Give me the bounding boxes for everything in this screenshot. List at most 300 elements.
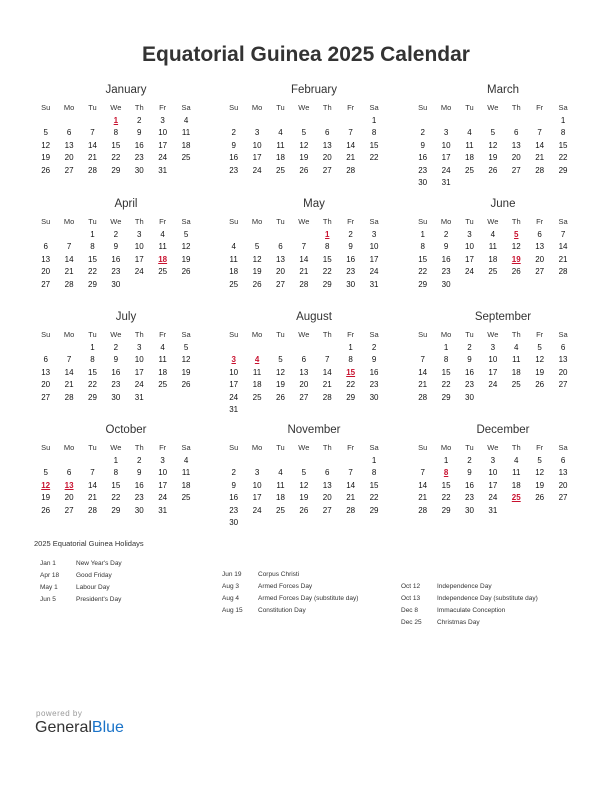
day-cell: 8	[371, 468, 377, 478]
day-cell: 9	[467, 468, 472, 478]
week-row	[411, 379, 599, 391]
weekday-label: Tu	[465, 103, 474, 112]
week-row	[411, 177, 599, 189]
week-row	[411, 492, 599, 504]
day-cell: 23	[134, 153, 144, 163]
holiday-name: Good Friday	[76, 572, 112, 579]
day-cell: 8	[113, 468, 119, 478]
day-cell: 15	[558, 140, 568, 150]
day-cell: 27	[64, 165, 74, 175]
week-row	[411, 455, 599, 467]
day-cell: 25	[488, 267, 498, 277]
holiday-item	[401, 593, 538, 605]
day-cell: 6	[43, 242, 48, 252]
weekday-label: Su	[418, 443, 428, 452]
day-cell: 22	[88, 380, 97, 390]
day-cell: 29	[111, 505, 121, 515]
empty-cell	[245, 115, 268, 127]
empty-cell	[222, 229, 245, 241]
empty-cell	[316, 342, 339, 354]
day-cell: 25	[181, 493, 191, 503]
weekday-label: Sa	[181, 217, 191, 226]
day-cell: 11	[181, 128, 191, 138]
weekday-label: Su	[229, 443, 239, 452]
day-cell: 5	[537, 456, 542, 465]
week-row	[34, 354, 222, 366]
day-cell: 21	[418, 380, 428, 390]
day-cell: 3	[137, 343, 142, 352]
day-cell: 17	[465, 254, 474, 264]
day-cell: 25	[276, 505, 285, 515]
week-row	[34, 279, 222, 291]
weekday-label: Tu	[276, 103, 285, 112]
holiday-date: Aug 3	[222, 583, 239, 590]
day-cell: 17	[252, 153, 262, 163]
holiday-item	[40, 558, 122, 570]
week-row	[411, 505, 599, 517]
week-row	[411, 354, 599, 366]
day-cell: 13	[322, 480, 332, 490]
weekday-label: Mo	[251, 443, 263, 452]
day-cell: 27	[511, 165, 521, 175]
brand-logo[interactable]	[35, 719, 124, 737]
weekday-label: We	[298, 330, 310, 339]
day-cell: 10	[488, 468, 498, 478]
day-cell: 31	[158, 165, 168, 175]
day-cell: 10	[252, 480, 262, 490]
weekday-label: Mo	[63, 330, 75, 339]
day-cell: 28	[346, 505, 356, 515]
day-cell: 8	[371, 128, 377, 138]
day-cell: 28	[88, 505, 97, 515]
day-cell: 15	[322, 254, 332, 264]
day-cell: 20	[322, 493, 332, 503]
day-cell: 17	[158, 140, 168, 150]
weekday-label: We	[298, 103, 310, 112]
month-1	[222, 82, 410, 177]
empty-cell	[316, 115, 339, 127]
empty-cell	[551, 505, 574, 517]
weekday-label: Sa	[369, 103, 379, 112]
day-cell: 15	[88, 254, 97, 264]
day-cell: 23	[229, 505, 239, 515]
empty-cell	[362, 517, 385, 529]
day-cell: 17	[488, 367, 498, 377]
day-cell: 4	[160, 343, 165, 352]
day-cell: 14	[346, 140, 356, 150]
day-cell: 2	[348, 230, 353, 239]
weekday-label: Su	[418, 217, 428, 226]
empty-cell	[481, 115, 504, 127]
weekday-label: Mo	[440, 217, 452, 226]
weekday-label: Tu	[88, 330, 97, 339]
week-row	[34, 241, 222, 253]
day-cell: 20	[41, 380, 51, 390]
day-cell: 21	[88, 153, 97, 163]
day-cell: 20	[558, 480, 568, 490]
day-cell: 12	[276, 367, 285, 377]
weekday-label: Sa	[181, 103, 191, 112]
empty-cell	[528, 279, 551, 291]
day-cell: 14	[418, 367, 428, 377]
weekday-label: We	[298, 443, 310, 452]
empty-cell	[245, 229, 268, 241]
day-cell: 20	[64, 153, 74, 163]
weekday-label: Fr	[159, 103, 167, 112]
day-cell: 26	[276, 392, 285, 402]
day-cell: 24	[134, 267, 144, 277]
day-cell: 13	[276, 254, 285, 264]
week-row	[222, 127, 410, 139]
holiday-date: Dec 25	[401, 619, 422, 626]
empty-cell	[362, 404, 385, 416]
week-row	[222, 241, 410, 253]
day-cell: 19	[181, 367, 191, 377]
day-cell: 23	[465, 380, 474, 390]
empty-cell	[528, 115, 551, 127]
day-cell: 19	[252, 267, 262, 277]
weekday-label: Th	[134, 443, 144, 452]
empty-cell	[269, 342, 292, 354]
holiday-day-cell: 1	[113, 116, 119, 125]
day-cell: 16	[465, 480, 474, 490]
holiday-name: President's Day	[76, 596, 122, 603]
day-cell: 26	[535, 380, 545, 390]
day-cell: 7	[348, 468, 353, 478]
empty-cell	[434, 115, 457, 127]
day-cell: 25	[511, 380, 521, 390]
day-cell: 2	[137, 116, 142, 125]
day-cell: 12	[535, 355, 545, 365]
day-cell: 27	[558, 380, 568, 390]
day-cell: 19	[535, 480, 545, 490]
holiday-name: Independence Day (substitute day)	[437, 595, 538, 602]
holiday-day-cell: 3	[231, 355, 236, 365]
month-name: October	[105, 424, 147, 436]
week-row	[222, 467, 410, 479]
day-cell: 10	[158, 468, 168, 478]
day-cell: 16	[111, 367, 121, 377]
day-cell: 28	[535, 165, 545, 175]
week-row	[34, 467, 222, 479]
day-cell: 1	[443, 456, 449, 465]
day-cell: 27	[41, 279, 51, 289]
week-row	[411, 480, 599, 492]
day-cell: 5	[278, 355, 283, 365]
empty-cell	[222, 115, 245, 127]
day-cell: 25	[252, 392, 262, 402]
day-cell: 1	[113, 456, 119, 465]
week-row	[34, 455, 222, 467]
day-cell: 16	[134, 140, 144, 150]
day-cell: 19	[299, 493, 309, 503]
day-cell: 24	[134, 380, 144, 390]
day-cell: 18	[158, 367, 168, 377]
weekday-label: Th	[322, 443, 332, 452]
week-row	[34, 229, 222, 241]
month-10	[222, 422, 410, 529]
day-cell: 16	[229, 153, 239, 163]
day-cell: 25	[276, 165, 285, 175]
week-row	[222, 115, 410, 127]
weekday-label: We	[298, 217, 310, 226]
day-cell: 14	[64, 367, 74, 377]
weekday-label: We	[110, 103, 122, 112]
day-cell: 8	[325, 242, 330, 252]
day-cell: 4	[231, 242, 236, 252]
empty-cell	[292, 342, 315, 354]
day-cell: 11	[276, 480, 285, 490]
empty-cell	[505, 279, 528, 291]
empty-cell	[339, 517, 362, 529]
month-name: December	[476, 424, 530, 436]
week-row	[34, 127, 222, 139]
day-cell: 24	[488, 380, 498, 390]
week-row	[411, 229, 599, 241]
day-cell: 17	[229, 380, 239, 390]
empty-cell	[57, 229, 80, 241]
day-cell: 4	[183, 456, 189, 465]
holiday-day-cell: 1	[325, 230, 330, 239]
month-name: August	[296, 311, 332, 323]
weekday-label: Fr	[536, 103, 544, 112]
day-cell: 16	[346, 254, 356, 264]
day-cell: 24	[488, 493, 498, 503]
holiday-name: Immaculate Conception	[437, 607, 506, 614]
holiday-date: Oct 13	[401, 595, 421, 602]
day-cell: 23	[346, 267, 356, 277]
weekday-label: Th	[134, 330, 144, 339]
week-row	[411, 140, 599, 152]
day-cell: 27	[41, 392, 51, 402]
weekday-label: Th	[511, 103, 521, 112]
weekday-header	[222, 327, 410, 342]
day-cell: 12	[252, 254, 262, 264]
day-cell: 30	[229, 517, 239, 527]
week-row	[222, 455, 410, 467]
day-cell: 9	[113, 355, 119, 365]
empty-cell	[292, 115, 315, 127]
day-cell: 26	[511, 267, 521, 277]
day-cell: 19	[41, 153, 51, 163]
day-cell: 14	[299, 254, 309, 264]
empty-cell	[151, 279, 174, 291]
day-cell: 3	[160, 116, 165, 125]
empty-cell	[339, 404, 362, 416]
day-cell: 3	[443, 128, 449, 138]
weekday-label: Mo	[251, 103, 263, 112]
day-cell: 26	[535, 493, 545, 503]
empty-cell	[269, 517, 292, 529]
empty-cell	[174, 505, 197, 517]
weekday-label: We	[487, 330, 499, 339]
day-cell: 10	[252, 140, 262, 150]
holiday-date: Oct 12	[401, 583, 421, 590]
weekday-label: Tu	[276, 330, 285, 339]
holiday-day-cell: 15	[346, 367, 356, 377]
holiday-day-cell: 19	[511, 254, 521, 264]
day-cell: 18	[181, 140, 191, 150]
weekday-label: Th	[511, 443, 521, 452]
day-cell: 29	[88, 392, 97, 402]
holiday-item	[401, 581, 538, 593]
day-cell: 18	[465, 153, 474, 163]
day-cell: 25	[181, 153, 191, 163]
weekday-label: Mo	[440, 443, 452, 452]
day-cell: 29	[111, 165, 121, 175]
day-cell: 25	[158, 267, 168, 277]
day-cell: 30	[441, 279, 451, 289]
day-cell: 11	[158, 242, 167, 252]
week-row	[222, 354, 410, 366]
day-cell: 9	[137, 468, 142, 478]
day-cell: 9	[231, 480, 236, 490]
weekday-label: Tu	[88, 443, 97, 452]
weekday-label: Sa	[181, 330, 191, 339]
day-cell: 30	[418, 177, 428, 187]
holiday-item	[222, 605, 358, 617]
day-cell: 12	[535, 468, 545, 478]
day-cell: 5	[43, 128, 48, 138]
day-cell: 18	[181, 480, 191, 490]
empty-cell	[292, 229, 315, 241]
week-row	[34, 392, 222, 404]
day-cell: 17	[134, 254, 144, 264]
weekday-label: Su	[229, 103, 239, 112]
weekday-label: Fr	[159, 443, 167, 452]
day-cell: 30	[465, 392, 474, 402]
empty-cell	[222, 342, 245, 354]
holiday-day-cell: 8	[443, 468, 449, 478]
week-row	[34, 266, 222, 278]
weekday-label: We	[110, 217, 122, 226]
holiday-name: Constitution Day	[258, 607, 306, 614]
day-cell: 5	[301, 468, 307, 478]
weekday-label: Fr	[536, 217, 544, 226]
day-cell: 12	[299, 140, 309, 150]
weekday-label: Tu	[276, 217, 285, 226]
day-cell: 15	[88, 367, 97, 377]
weekday-header	[34, 440, 222, 455]
day-cell: 19	[488, 153, 498, 163]
day-cell: 19	[299, 153, 309, 163]
day-cell: 27	[535, 267, 545, 277]
week-row	[222, 342, 410, 354]
empty-cell	[292, 517, 315, 529]
day-cell: 26	[299, 165, 309, 175]
weekday-label: Sa	[181, 443, 191, 452]
day-cell: 20	[535, 254, 545, 264]
day-cell: 30	[111, 392, 121, 402]
day-cell: 31	[158, 505, 168, 515]
day-cell: 10	[158, 128, 168, 138]
week-row	[222, 505, 410, 517]
day-cell: 7	[560, 230, 566, 239]
day-cell: 26	[181, 267, 191, 277]
week-row	[411, 165, 599, 177]
day-cell: 17	[252, 493, 262, 503]
holiday-name: Armed Forces Day (substitute day)	[258, 595, 359, 602]
day-cell: 9	[443, 242, 449, 252]
day-cell: 4	[490, 230, 496, 239]
day-cell: 6	[560, 456, 566, 465]
empty-cell	[551, 392, 574, 404]
weekday-label: Sa	[558, 217, 568, 226]
day-cell: 22	[111, 153, 121, 163]
day-cell: 1	[90, 343, 95, 352]
weekday-header	[411, 327, 599, 342]
week-row	[222, 404, 410, 416]
day-cell: 20	[64, 493, 74, 503]
day-cell: 16	[369, 367, 379, 377]
day-cell: 7	[537, 128, 542, 138]
day-cell: 16	[229, 493, 239, 503]
empty-cell	[411, 455, 434, 467]
day-cell: 10	[229, 367, 239, 377]
day-cell: 5	[183, 343, 189, 352]
day-cell: 11	[181, 468, 191, 478]
week-row	[34, 165, 222, 177]
holiday-date: May 1	[40, 584, 58, 591]
holiday-name: Independence Day	[437, 583, 492, 590]
day-cell: 8	[420, 242, 425, 252]
day-cell: 6	[66, 468, 72, 478]
day-cell: 17	[134, 367, 144, 377]
empty-cell	[151, 392, 174, 404]
month-5	[411, 196, 599, 291]
day-cell: 19	[276, 380, 285, 390]
day-cell: 29	[369, 505, 379, 515]
day-cell: 16	[465, 367, 474, 377]
day-cell: 23	[418, 165, 428, 175]
day-cell: 29	[322, 279, 332, 289]
day-cell: 25	[158, 380, 168, 390]
day-cell: 10	[134, 242, 144, 252]
day-cell: 20	[558, 367, 568, 377]
day-cell: 24	[252, 505, 262, 515]
day-cell: 23	[369, 380, 379, 390]
day-cell: 6	[278, 242, 283, 252]
empty-cell	[505, 115, 528, 127]
weekday-header	[222, 440, 410, 455]
day-cell: 6	[325, 468, 330, 478]
day-cell: 24	[369, 267, 379, 277]
day-cell: 2	[467, 456, 472, 465]
day-cell: 5	[490, 128, 496, 138]
day-cell: 31	[229, 404, 239, 414]
day-cell: 23	[134, 493, 144, 503]
day-cell: 20	[276, 267, 285, 277]
day-cell: 7	[66, 355, 72, 365]
weekday-label: Th	[322, 330, 332, 339]
empty-cell	[292, 455, 315, 467]
month-11	[411, 422, 599, 517]
day-cell: 16	[111, 254, 121, 264]
day-cell: 24	[158, 493, 168, 503]
holiday-date: Dec 8	[401, 607, 418, 614]
day-cell: 23	[229, 165, 239, 175]
holiday-date: Jun 19	[222, 571, 242, 578]
holiday-name: Labour Day	[76, 584, 110, 591]
week-row	[34, 379, 222, 391]
day-cell: 10	[488, 355, 498, 365]
weekday-header	[222, 100, 410, 115]
weekday-label: Sa	[558, 330, 568, 339]
day-cell: 14	[88, 140, 97, 150]
day-cell: 3	[490, 343, 496, 352]
holiday-column	[222, 569, 358, 617]
week-row	[411, 152, 599, 164]
